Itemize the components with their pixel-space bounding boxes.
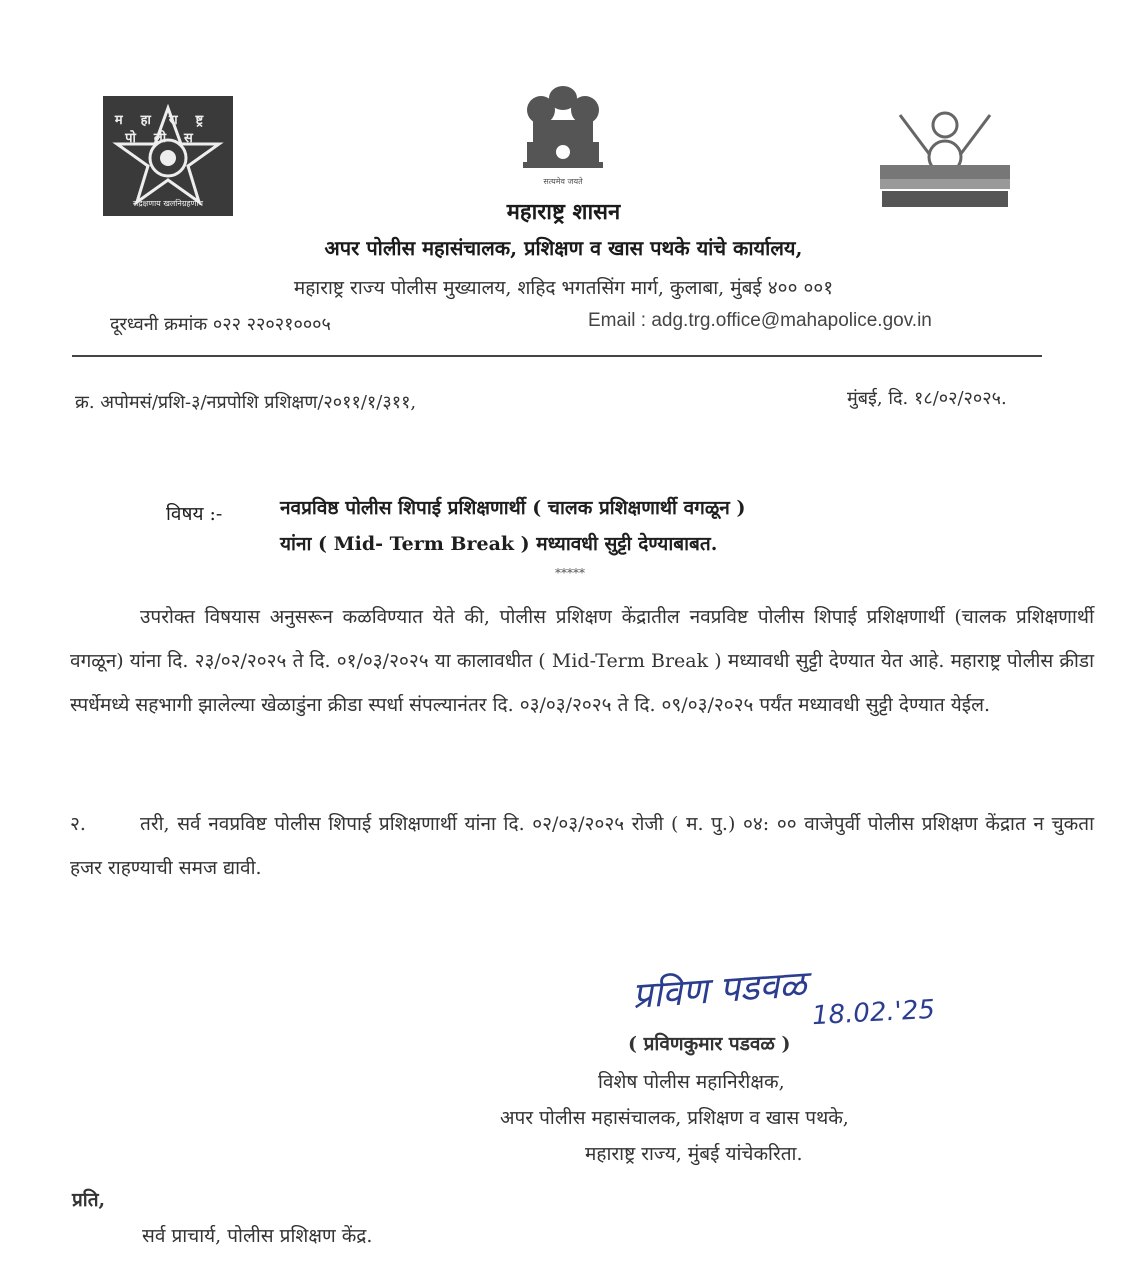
logo-top-text: महाराष्ट्र पोलीस <box>114 113 222 146</box>
signatory-name: ( प्रविणकुमार पडवळ ) <box>628 1033 791 1055</box>
body-paragraph-1 <box>70 595 1094 727</box>
recipients-to: सर्व प्राचार्य, पोलीस प्रशिक्षण केंद्र. <box>142 1225 373 1247</box>
emblem-motto: सत्यमेव जयते <box>543 177 583 186</box>
phone-number: दूरध्वनी क्रमांक ०२२ २२०२१०००५ <box>110 314 331 335</box>
office-address: महाराष्ट्र राज्य पोलीस मुख्यालय, शहिद भगतसिंग मार्ग, कुलाबा, मुंबई ४०० ००१ <box>293 277 834 299</box>
national-emblem <box>515 80 611 190</box>
header-divider <box>72 355 1042 357</box>
body-paragraph-2-text: तरी, सर्व नवप्रविष्ट पोलीस शिपाई प्रशिक्षणार्थी यांना दि. ०२/०३/२०२५ रोजी ( म. पु.) ०४: ०० वाजेपुर्वी पोलीस प्रशिक्षण केंद्रात न चुकता हजर राहण्याची समज द्यावी. <box>70 813 1094 879</box>
office-email[interactable]: Email : adg.trg.office@mahapolice.gov.in <box>588 310 932 331</box>
subject-line-1: नवप्रविष्ठ पोलीस शिपाई प्रशिक्षणार्थी ( चालक प्रशिक्षणार्थी वगळून ) <box>280 497 746 519</box>
paragraph-2-number: २. <box>70 813 86 835</box>
handwritten-date: 18.02.'25 <box>811 994 936 1032</box>
subject-separator: ***** <box>555 566 585 580</box>
body-paragraph-2 <box>70 802 1094 890</box>
signatory-designation-3: महाराष्ट्र राज्य, मुंबई यांचेकरिता. <box>585 1143 803 1165</box>
reference-number: क्र. अपोमसं/प्रशि-३/नप्रपोशि प्रशिक्षण/२०११/१/३११, <box>75 392 417 413</box>
logo-bottom-text: सद्रक्षणाय खलनिग्रहणाय <box>132 199 204 208</box>
office-name: अपर पोलीस महासंचालक, प्रशिक्षण व खास पथके यांचे कार्यालय, <box>324 236 803 260</box>
place-date: मुंबई, दि. १८/०२/२०२५. <box>847 388 1007 409</box>
body-paragraph-1-text: उपरोक्त विषयास अनुसरून कळविण्यात येते की, पोलीस प्रशिक्षण केंद्रातील नवप्रविष्ट पोलीस शिपाई प्रशिक्षणार्थी (चालक प्रशिक्षणार्थी वगळून) यांना दि. २३/०२/२०२५ ते दि. ०१/०३/२०२५ या कालावधीत ( Mid-Term Break ) मध्यावधी सुट्टी देण्यात येत आहे. महाराष्ट्र पोलीस क्रीडा स्पर्धेमध्ये सहभागी झालेल्या खेळाडुंना क्रीडा स्पर्धा संपल्यानंतर दि. ०३/०३/२०२५ ते दि. ०९/०३/२०२५ पर्यंत मध्यावधी सुट्टी देण्यात येईल. <box>70 606 1094 716</box>
recipients-label: प्रति, <box>72 1189 106 1211</box>
handwritten-signature: प्रविण पडवळ <box>630 963 808 1018</box>
government-name: महाराष्ट्र शासन <box>506 199 621 225</box>
subject-line-2: यांना ( Mid- Term Break ) मध्यावधी सुट्टी देण्याबाबत. <box>280 533 718 555</box>
signatory-designation-1: विशेष पोलीस महानिरीक्षक, <box>598 1071 785 1093</box>
subject-label: विषय :- <box>166 503 223 525</box>
signatory-designation-2: अपर पोलीस महासंचालक, प्रशिक्षण व खास पथके, <box>500 1107 849 1129</box>
